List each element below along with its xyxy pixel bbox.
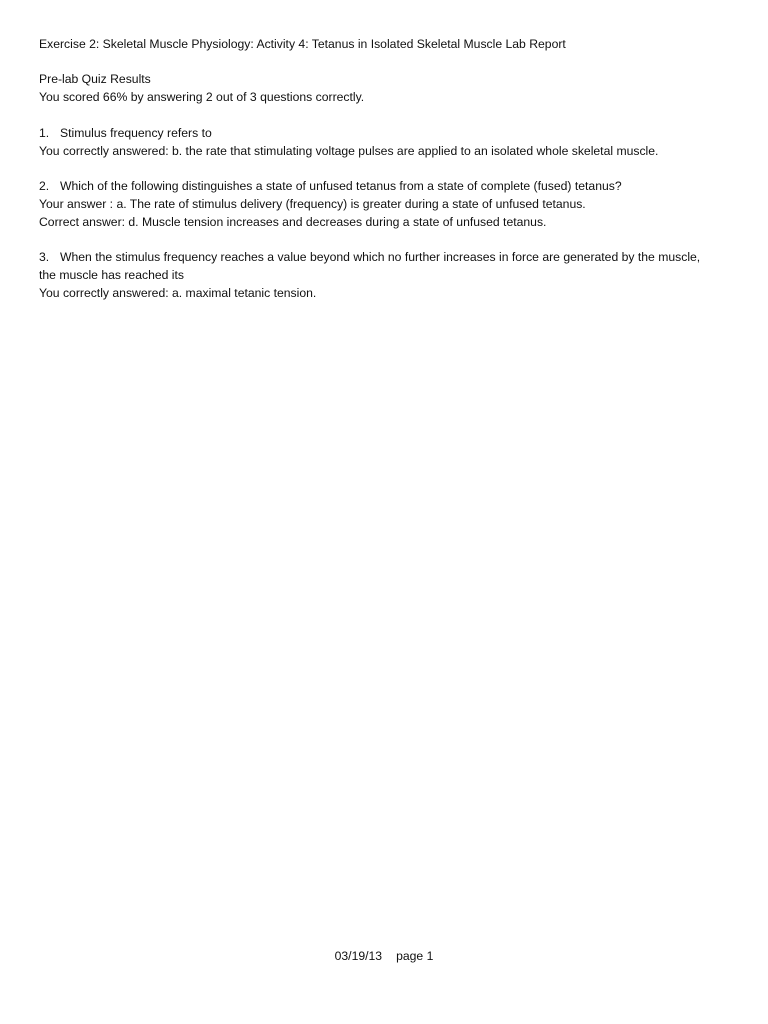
question-3-prompt-line1 <box>39 248 739 266</box>
question-2-your-answer: Your answer : a. The rate of stimulus delivery (frequency) is greater during a state of unfused tetanus. <box>39 197 586 211</box>
question-1-prompt <box>39 124 739 142</box>
question-1-number: 1. <box>39 126 50 140</box>
question-2 <box>39 177 739 231</box>
question-2-correct-answer: Correct answer: d. Muscle tension increases and decreases during a state of unfused tetanus. <box>39 215 547 229</box>
footer-page-number: page 1 <box>396 949 434 963</box>
quiz-results-header <box>39 70 739 106</box>
question-3-text-line2: the muscle has reached its <box>39 268 184 282</box>
question-2-number: 2. <box>39 179 50 193</box>
document-title: Exercise 2: Skeletal Muscle Physiology: Activity 4: Tetanus in Isolated Skeletal Muscle Lab Report <box>39 37 566 51</box>
page-footer <box>0 947 768 965</box>
question-3-text-line1: When the stimulus frequency reaches a value beyond which no further increases in force are generated by the muscle, <box>60 250 701 264</box>
question-2-text: Which of the following distinguishes a state of unfused tetanus from a state of complete (fused) tetanus? <box>60 179 622 193</box>
question-1 <box>39 124 739 160</box>
quiz-score: You scored 66% by answering 2 out of 3 questions correctly. <box>39 90 365 104</box>
footer-date: 03/19/13 <box>334 949 383 963</box>
quiz-heading: Pre-lab Quiz Results <box>39 72 151 86</box>
question-1-answer: You correctly answered: b. the rate that stimulating voltage pulses are applied to an isolated whole skeletal muscle. <box>39 144 659 158</box>
question-1-text: Stimulus frequency refers to <box>60 126 212 140</box>
question-3 <box>39 248 739 302</box>
question-3-number: 3. <box>39 250 50 264</box>
question-3-answer: You correctly answered: a. maximal tetanic tension. <box>39 286 317 300</box>
question-2-prompt <box>39 177 739 195</box>
